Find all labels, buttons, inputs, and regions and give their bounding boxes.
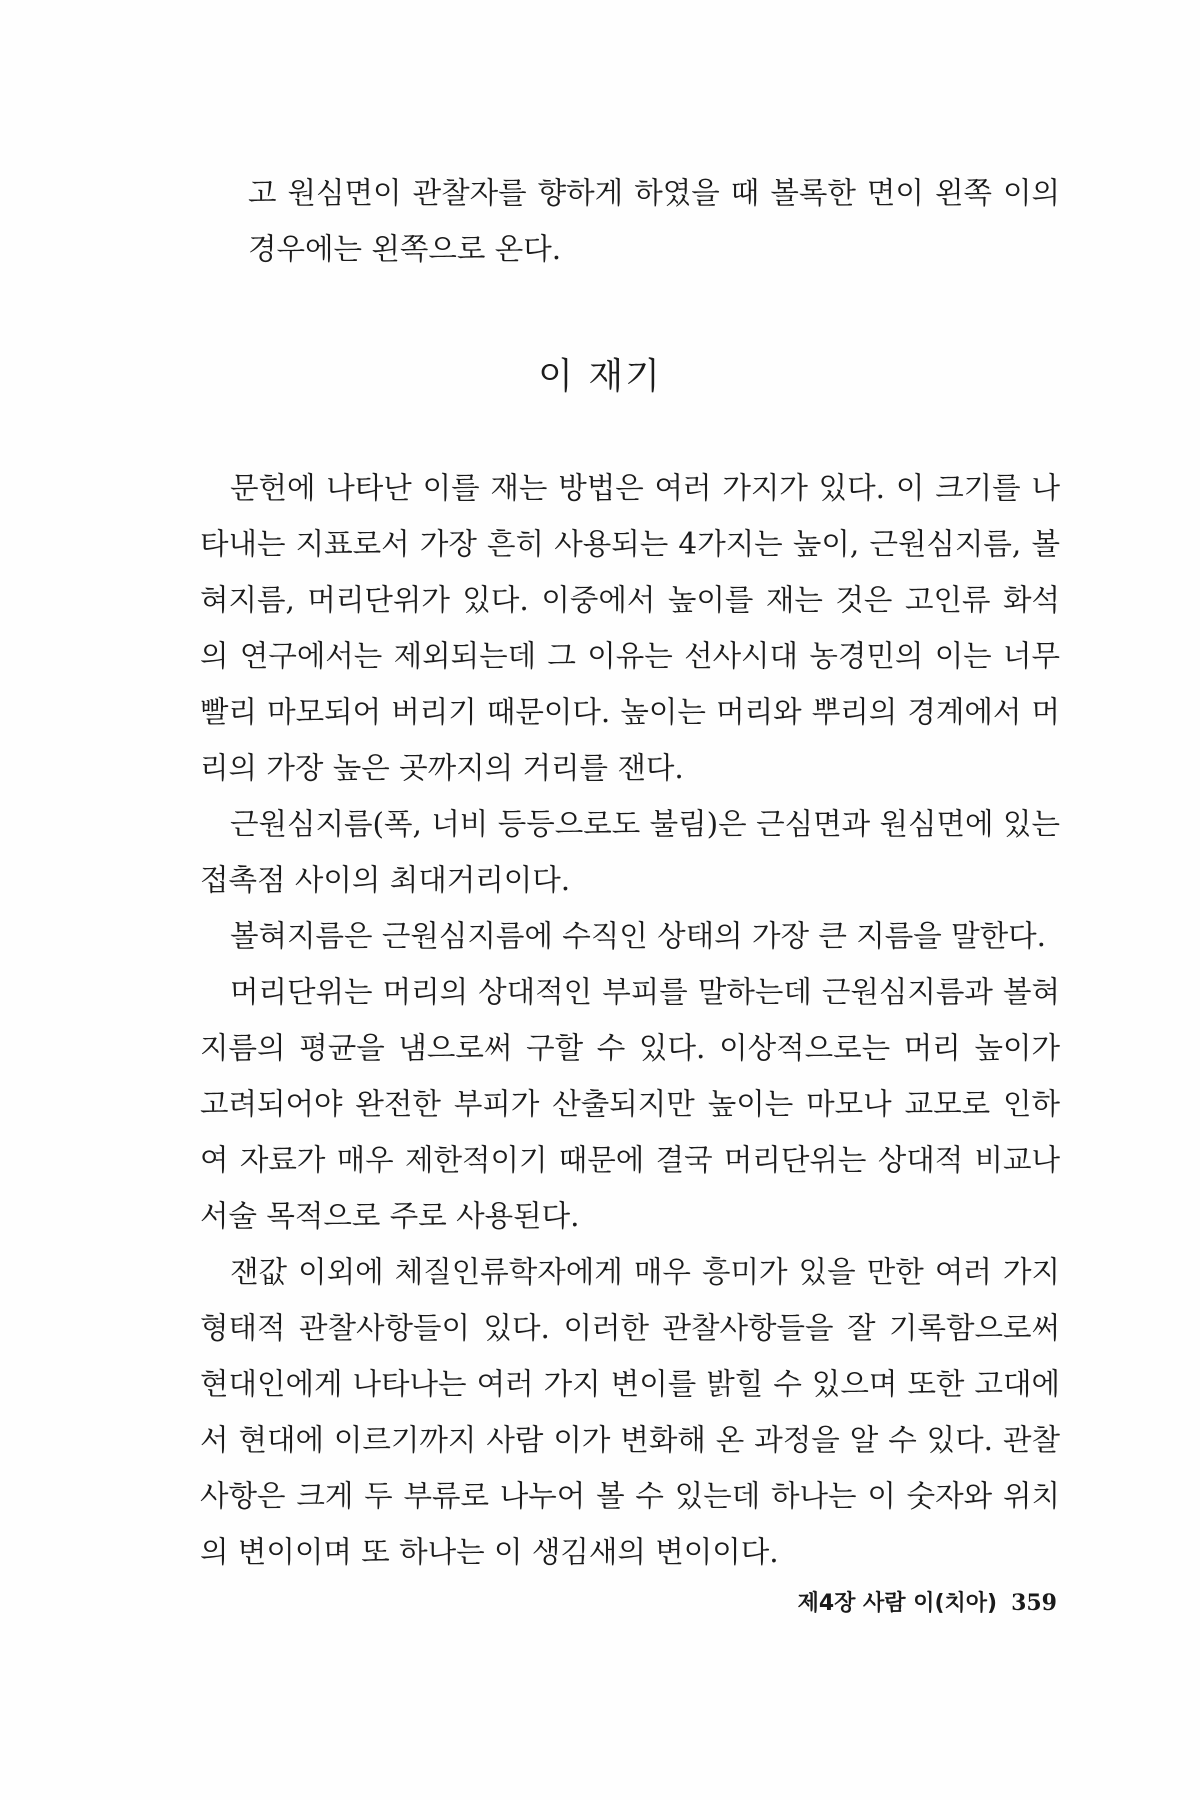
page-footer [0, 1588, 1057, 1619]
footer-chapter-title: 제4장 사람 이(치아) [797, 1591, 998, 1616]
paragraph-morphological-observations: 잰값 이외에 체질인류학자에게 매우 흥미가 있을 만한 여러 가지 형태적 관찰사항들이 있다. 이러한 관찰사항들을 잘 기록함으로써 현대인에게 나타나는 여러 가지 변이를 밝힐 수 있으며 또한 고대에서 현대에 이르기까지 사람 이가 변화해 온 과정을 알 수 있다. 관찰사항은 크게 두 부류로 나누어 볼 수 있는데 하나는 이 숫자와 위치의 변이이며 또 하나는 이 생김새의 변이이다. [200, 1255, 1060, 1569]
page-number: 359 [1011, 1590, 1057, 1616]
paragraph-crown-module: 머리단위는 머리의 상대적인 부피를 말하는데 근원심지름과 볼혀지름의 평균을 냄으로써 구할 수 있다. 이상적으로는 머리 높이가 고려되어야 완전한 부피가 산출되지만 높이는 마모나 교모로 인하여 자료가 매우 제한적이기 때문에 결국 머리단위는 상대적 비교나 서술 목적으로 주로 사용된다. [200, 975, 1060, 1233]
section-title: 이 재기 [538, 356, 662, 397]
paragraph-mesiodistal-diameter: 근원심지름(폭, 너비 등등으로도 불림)은 근심면과 원심면에 있는 접촉점 사이의 최대거리이다. [200, 807, 1060, 897]
paragraph-measurement-methods: 문헌에 나타난 이를 재는 방법은 여러 가지가 있다. 이 크기를 나타내는 지표로서 가장 흔히 사용되는 4가지는 높이, 근원심지름, 볼혀지름, 머리단위가 있다. 이중에서 높이를 재는 것은 고인류 화석의 연구에서는 제외되는데 그 이유는 선사시대 농경민의 이는 너무 빨리 마모되어 버리기 때문이다. 높이는 머리와 뿌리의 경계에서 머리의 가장 높은 곳까지의 거리를 잰다. [200, 471, 1060, 785]
intro-paragraph: 고 원심면이 관찰자를 향하게 하였을 때 볼록한 면이 왼쪽 이의 경우에는 왼쪽으로 온다. [248, 176, 1060, 266]
body-text-block [200, 460, 1060, 1580]
paragraph-buccolingual-diameter: 볼혀지름은 근원심지름에 수직인 상태의 가장 큰 지름을 말한다. [230, 919, 1046, 953]
intro-text-block [248, 165, 1060, 277]
